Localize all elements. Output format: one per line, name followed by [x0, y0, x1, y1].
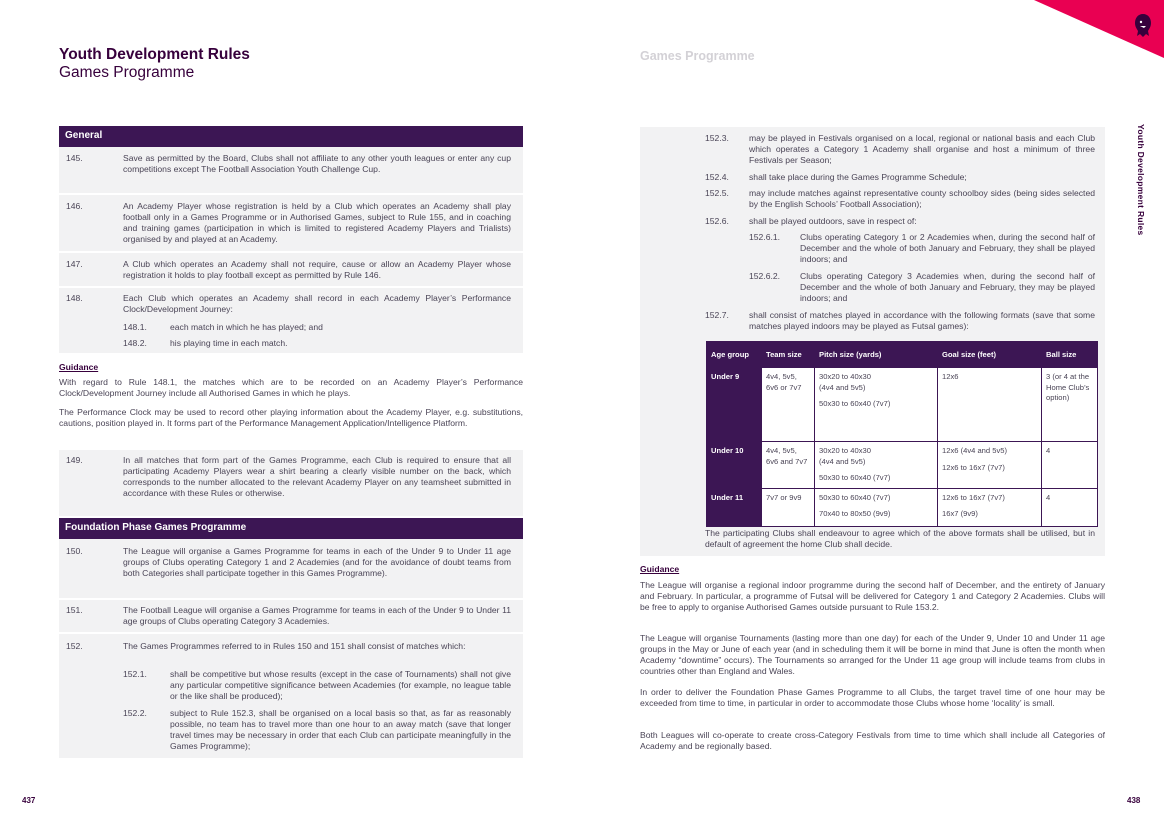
vertical-section-label: Youth Development Rules [1136, 124, 1146, 236]
divider [59, 598, 523, 600]
cell-line: (4v4 and 5v5) [819, 456, 866, 466]
rule-text: Save as permitted by the Board, Clubs shall not affiliate to any other youth leagues or enter any cup competitions except The Football Association Youth Challenge Cup. [123, 153, 511, 174]
subrule-number: 152.6.2. [749, 271, 781, 281]
cell-line: 16x7 (9v9) [942, 509, 978, 518]
cell-line: 12x6 to 16x7 (7v7) [942, 462, 1005, 472]
goal-size-cell [938, 488, 1042, 526]
subrule-text: may be played in Festivals organised on a local, regional or national basis and each Club which operates a Category 1 Academy shall organise and host a minimum of three Festivals per Season; [749, 133, 1095, 165]
subrule-number: 152.7. [705, 310, 729, 320]
subrule-text: each match in which he has played; and [170, 322, 323, 332]
subrule-text: his playing time in each match. [170, 338, 288, 348]
rule-text: Each Club which operates an Academy shall record in each Academy Player’s Performance Clock/Development Journey: [123, 293, 511, 314]
guidance-paragraph: The League will organise a regional indoor programme during the second half of December, and the entirety of January and February. In particular, a programme of Futsal will be delivered for Category 1 and Category 2 Academies. Clubs will be free to apply to organise Authorised Games outside pursuant to Rule 153.2. [640, 580, 1105, 612]
pitch-size-cell [815, 442, 938, 489]
game-formats-table [706, 341, 1098, 527]
subrule-text: Clubs operating Category 1 or 2 Academies when, during the second half of December and the whole of both January and February, they shall be played indoors; and [800, 232, 1095, 264]
column-header: Team size [762, 342, 815, 368]
team-size-cell: 7v7 or 9v9 [762, 488, 815, 526]
cell-line: 12x6 [942, 372, 959, 381]
guidance-paragraph: With regard to Rule 148.1, the matches which are to be recorded on an Academy Player’s Performance Clock/Development Journey include all Authorised Games in which he plays. [59, 377, 523, 398]
cell-line: 12x6 (4v4 and 5v5) [942, 446, 1008, 455]
cell-line: 12x6 to 16x7 (7v7) [942, 492, 1005, 502]
subrule-text: shall be competitive but whose results (except in the case of Tournaments) shall not give any particular competitive significance between Academies (for example, no league table or the like shall be produced); [170, 669, 511, 701]
rule-number: 146. [66, 201, 83, 211]
pitch-size-cell [815, 368, 938, 442]
subrule-number: 152.4. [705, 172, 729, 182]
table-header-row [707, 342, 1098, 368]
age-group-cell: Under 11 [707, 488, 762, 526]
rule-number: 151. [66, 605, 83, 615]
foundation-heading: Foundation Phase Games Programme [59, 518, 523, 539]
ball-size-cell: 4 [1042, 488, 1098, 526]
rule-text: An Academy Player whose registration is held by a Club which operates an Academy shall play football only in a Games Programme or in Authorised Games, subject to Rule 155, and in coaching and training games (participation in which is limited to registered Academy Players and Trialists) organised by and played at an Academy. [123, 201, 511, 244]
age-group-cell: Under 10 [707, 442, 762, 489]
rule-number: 147. [66, 259, 83, 269]
guidance-paragraph: The Performance Clock may be used to record other playing information about the Academy Player, e.g. substitutions, cautions, position played in. It forms part of the Performance Management Application/Intelligence Platform. [59, 407, 523, 428]
subrule-number: 152.6. [705, 216, 729, 226]
divider [59, 632, 523, 634]
subrule-text: subject to Rule 152.3, shall be organised on a local basis so that, as far as reasonably possible, no team has to travel more than one hour to an away match (save that longer travel times may be necessary in order that each Club can participate meaningfully in the Games Programme); [170, 708, 511, 751]
table-note: The participating Clubs shall endeavour to agree which of the above formats shall be utilised, but in default of agreement the home Club shall decide. [705, 528, 1095, 549]
rule-text: In all matches that form part of the Games Programme, each Club is required to ensure that all participating Academy Players wear a shirt bearing a clearly visible number on the back, which corresponds to the number allocated to the relevant Academy Player on any teamsheet submitted in accordance with these Rules or otherwise. [123, 455, 511, 498]
guidance-paragraph: The League will organise Tournaments (lasting more than one day) for each of the Under 9, Under 10 and Under 11 age groups in the May or June of each year (and in scheduling them it will be borne in mind that June is often the month when Academy “downtime” occurs). The Tournaments so arranged for the Under 11 age group will include teams from clubs in countries other than England and Wales. [640, 633, 1105, 676]
subrule-text: shall consist of matches played in accordance with the following formats (save that some matches played indoors may be played as Futsal games): [749, 310, 1095, 331]
column-header: Goal size (feet) [938, 342, 1042, 368]
cell-line: 30x20 to 40x30 [819, 446, 871, 455]
rule-text: The Games Programmes referred to in Rules 150 and 151 shall consist of matches which: [123, 641, 466, 651]
divider [59, 193, 523, 195]
foundation-rules-box [59, 539, 523, 758]
general-heading: General [59, 126, 523, 147]
subrule-number: 148.1. [123, 322, 147, 332]
general-rules-box [59, 147, 523, 353]
rule-number: 148. [66, 293, 83, 303]
goal-size-cell [938, 368, 1042, 442]
cell-line: (4v4 and 5v5) [819, 382, 866, 392]
column-header: Pitch size (yards) [815, 342, 938, 368]
cell-line: 50x30 to 60x40 (7v7) [819, 473, 891, 482]
guidance-heading: Guidance [640, 564, 680, 574]
rule-number: 149. [66, 455, 83, 465]
page-number-right: 438 [1127, 796, 1141, 805]
document-title: Youth Development Rules [59, 46, 250, 63]
ball-size-cell: 4 [1042, 442, 1098, 489]
page-number-left: 437 [22, 796, 36, 805]
table-row [707, 488, 1098, 526]
subrule-text: may include matches against representative county schoolboy sides (being sides selected by the English Schools’ Football Association); [749, 188, 1095, 209]
rule-text: The League will organise a Games Programme for teams in each of the Under 9 to Under 11 age groups of Clubs operating Category 1 and 2 Academies (and for the avoidance of doubt teams from both Categories shall participate together in this Games Programme). [123, 546, 511, 578]
column-header: Ball size [1042, 342, 1098, 368]
corner-brand-graphic [1034, 0, 1164, 62]
guidance-paragraph: Both Leagues will co-operate to create cross-Category Festivals from time to time which shall include all Categories of Academy and be regionally based. [640, 730, 1105, 751]
subrule-number: 148.2. [123, 338, 147, 348]
right-page [582, 0, 1164, 826]
guidance-heading: Guidance [59, 362, 99, 372]
subrule-number: 152.2. [123, 708, 147, 718]
subrule-number: 152.5. [705, 188, 729, 198]
pitch-size-cell [815, 488, 938, 526]
rule-text: The Football League will organise a Games Programme for teams in each of the Under 9 to Under 11 age groups of Clubs operating Category 3 Academies. [123, 605, 511, 626]
cell-line: 30x20 to 40x30 [819, 372, 871, 381]
document-subtitle: Games Programme [59, 64, 195, 81]
guidance-paragraph: In order to deliver the Foundation Phase Games Programme to all Clubs, the target travel time of one hour may be exceeded from time to time, in particular in order to accommodate those Clubs whose home ‘locality’ is small. [640, 687, 1105, 708]
goal-size-cell [938, 442, 1042, 489]
cell-line: 50x30 to 60x40 (7v7) [819, 492, 891, 502]
subrule-number: 152.6.1. [749, 232, 781, 242]
cell-line: 50x30 to 60x40 (7v7) [819, 399, 891, 408]
subrule-text: shall be played outdoors, save in respect of: [749, 216, 917, 226]
rule-number: 150. [66, 546, 83, 556]
team-size-cell: 4v4, 5v5, 6v6 and 7v7 [762, 442, 815, 489]
column-header: Age group [707, 342, 762, 368]
rule-149-box [59, 450, 523, 516]
ball-size-cell: 3 (or 4 at the Home Club’s option) [1042, 368, 1098, 442]
rule-text: A Club which operates an Academy shall not require, cause or allow an Academy Player whose registration it holds to play football except as permitted by Rule 146. [123, 259, 511, 280]
subrule-text: shall take place during the Games Programme Schedule; [749, 172, 967, 182]
divider [59, 251, 523, 253]
section-title: Games Programme [640, 49, 755, 63]
team-size-cell: 4v4, 5v5, 6v6 or 7v7 [762, 368, 815, 442]
table-row [707, 442, 1098, 489]
rule-number: 152. [66, 641, 83, 651]
subrule-number: 152.3. [705, 133, 729, 143]
table-row [707, 368, 1098, 442]
cell-line: 70x40 to 80x50 (9v9) [819, 509, 891, 518]
subrule-number: 152.1. [123, 669, 147, 679]
divider [59, 286, 523, 288]
age-group-cell: Under 9 [707, 368, 762, 442]
rule-number: 145. [66, 153, 83, 163]
subrule-text: Clubs operating Category 3 Academies when, during the second half of December and the whole of both January and February, they may be played indoors; and [800, 271, 1095, 303]
